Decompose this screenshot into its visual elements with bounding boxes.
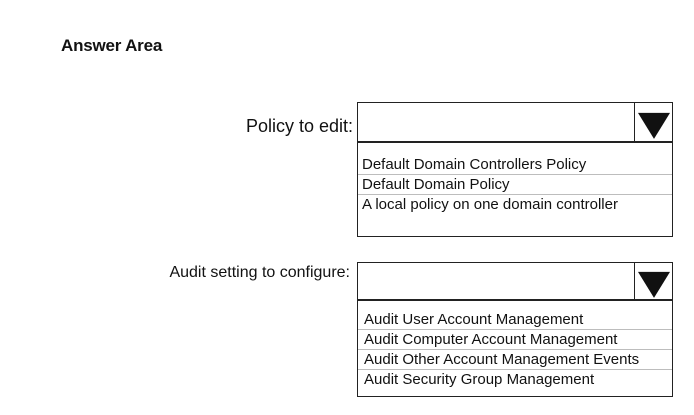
audit-dropdown-toggle[interactable]: [634, 263, 672, 299]
audit-label: Audit setting to configure:: [169, 264, 350, 281]
policy-dropdown[interactable]: [357, 102, 673, 142]
policy-option-default-domain[interactable]: Default Domain Policy: [358, 175, 672, 195]
audit-option-user-account-management[interactable]: Audit User Account Management: [358, 310, 672, 330]
audit-option-other-account-management-events[interactable]: Audit Other Account Management Events: [358, 350, 672, 370]
policy-option-default-domain-controllers[interactable]: Default Domain Controllers Policy: [358, 155, 672, 175]
answer-area-title: Answer Area: [61, 36, 163, 55]
policy-label: Policy to edit:: [245, 116, 353, 136]
audit-dropdown[interactable]: [357, 262, 673, 300]
policy-options-list: [357, 142, 673, 237]
triangle-down-icon: [638, 113, 670, 139]
policy-dropdown-toggle[interactable]: [634, 103, 672, 141]
audit-option-computer-account-management[interactable]: Audit Computer Account Management: [358, 330, 672, 350]
audit-option-security-group-management[interactable]: Audit Security Group Management: [364, 371, 595, 388]
audit-options-list: [357, 300, 673, 397]
triangle-down-icon: [638, 272, 670, 298]
policy-option-local-policy[interactable]: A local policy on one domain controller: [362, 196, 618, 213]
